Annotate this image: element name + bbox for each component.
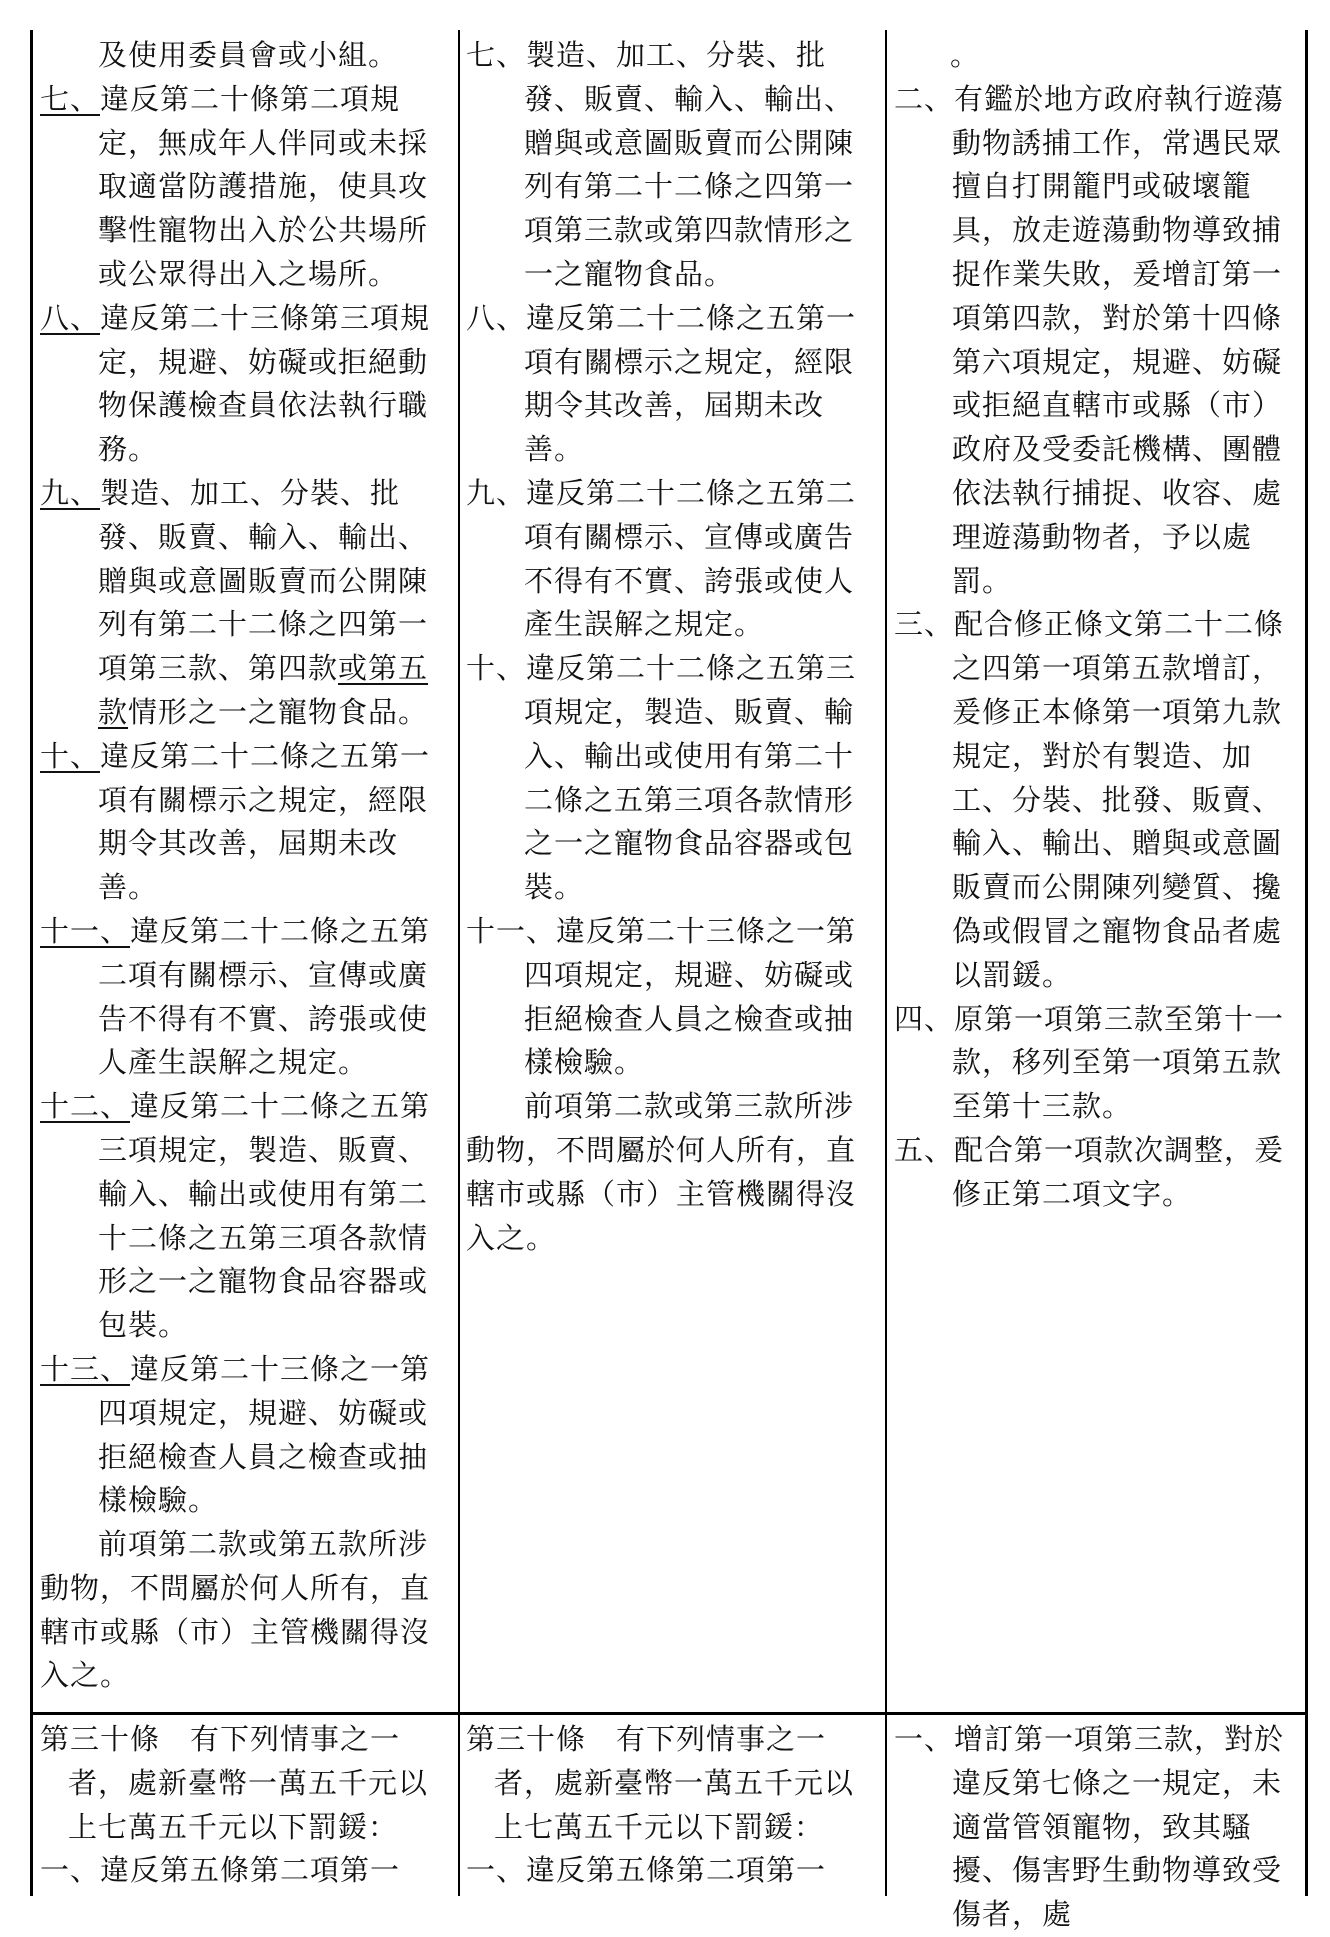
item-number: 三、 xyxy=(894,607,955,642)
item-number: 十二、 xyxy=(40,1089,131,1124)
list-item xyxy=(466,1849,878,1893)
item-number: 一、 xyxy=(466,1853,527,1888)
list-item xyxy=(40,735,450,910)
item-number: 二、 xyxy=(894,81,955,116)
list-item xyxy=(894,998,1298,1129)
upper-right-cell xyxy=(894,34,1298,1217)
upper-left-cell xyxy=(40,34,450,1698)
item-number: 十一、 xyxy=(40,913,131,948)
item-number: 十三、 xyxy=(40,1351,131,1386)
item-underlined-text: 或第五款 xyxy=(98,651,429,729)
list-item xyxy=(40,1348,450,1523)
continued-text: 。 xyxy=(950,38,981,72)
item-text: 增訂第一項第三款，對於違反第七條之一規定，未適當管領寵物，致其騷擾、傷害野生動物導致受傷者，處 xyxy=(952,1722,1285,1932)
lower-left-cell xyxy=(40,1718,450,1893)
item-text: 製造、加工、分裝、批發、販賣、輸入、輸出、贈與或意圖販賣而公開陳列有第二十二條之四第一項第三款、第四款 xyxy=(98,475,429,686)
list-item xyxy=(466,297,878,472)
list-item xyxy=(40,472,450,735)
row-divider xyxy=(30,1712,1308,1715)
item-text: 違反第二十三條之一第四項規定，規避、妨礙或拒絕檢查人員之檢查或抽樣檢驗。 xyxy=(98,1351,431,1518)
upper-middle-cell xyxy=(466,34,878,1260)
column-divider-1 xyxy=(458,30,460,1896)
item-text: 有鑑於地方政府執行遊蕩動物誘捕工作，常遇民眾擅自打開籠門或破壞籠具，放走遊蕩動物導致捕捉作業失敗，爰增訂第一項第四款，對於第十四條第六項規定，規避、妨礙或拒絕直轄市或縣（市）政府及受委託機構、團體依法執行捕捉、收容、處理遊蕩動物者，予以處罰。 xyxy=(952,81,1285,598)
article-heading: 第三十條 有下列情事之一者，處新臺幣一萬五千元以上七萬五千元以下罰鍰： xyxy=(40,1722,429,1844)
item-number: 八、 xyxy=(40,300,101,335)
item-text: 違反第二十條第二項規定，無成年人伴同或未採取適當防護措施，使具攻擊性寵物出入於公共場所或公眾得出入之場所。 xyxy=(98,81,429,291)
item-text: 違反第二十三條之一第四項規定，規避、妨礙或拒絕檢查人員之檢查或抽樣檢驗。 xyxy=(524,913,857,1080)
item-number: 五、 xyxy=(894,1132,955,1167)
item-text: 配合第一項款次調整，爰修正第二項文字。 xyxy=(952,1132,1285,1211)
list-item xyxy=(40,297,450,472)
paragraph: 前項第二款或第三款所涉動物，不問屬於何人所有，直轄市或縣（市）主管機關得沒入之。 xyxy=(466,1089,857,1255)
item-number: 十、 xyxy=(466,651,527,686)
item-text: 違反第二十二條之五第一項有關標示之規定，經限期令其改善，屆期未改善。 xyxy=(98,738,431,905)
comparison-table xyxy=(30,30,1308,1932)
table-right-border xyxy=(1305,30,1308,1896)
item-number: 七、 xyxy=(40,81,101,116)
list-item xyxy=(40,1849,450,1893)
item-number: 八、 xyxy=(466,300,527,335)
item-number: 十、 xyxy=(40,738,101,773)
column-divider-2 xyxy=(885,30,887,1896)
list-item xyxy=(894,1718,1298,1937)
item-text: 違反第二十二條之五第三項規定，製造、販賣、輸入、輸出或使用有第二十二條之五第三項各款情形之一之寵物食品容器或包裝。 xyxy=(524,651,857,905)
paragraph: 前項第二款或第五款所涉動物，不問屬於何人所有，直轄市或縣（市）主管機關得沒入之。 xyxy=(40,1527,431,1693)
lower-middle-cell xyxy=(466,1718,878,1893)
item-text: 製造、加工、分裝、批發、販賣、輸入、輸出、贈與或意圖販賣而公開陳列有第二十二條之四第一項第三款或第四款情形之一之寵物食品。 xyxy=(524,38,855,291)
list-item xyxy=(466,472,878,647)
item-text: 配合修正條文第二十二條之四第一項第五款增訂，爰修正本條第一項第九款規定，對於有製造、加工、分裝、批發、販賣、輸入、輸出、贈與或意圖販賣而公開陳列變質、攙偽或假冒之寵物食品者處以罰鍰。 xyxy=(952,607,1285,992)
article-heading: 第三十條 有下列情事之一者，處新臺幣一萬五千元以上七萬五千元以下罰鍰： xyxy=(466,1722,855,1844)
lower-right-cell xyxy=(894,1718,1298,1937)
item-text: 違反第二十二條之五第三項規定，製造、販賣、輸入、輸出或使用有第二十二條之五第三項各款情形之一之寵物食品容器或包裝。 xyxy=(98,1089,431,1343)
list-item xyxy=(894,603,1298,997)
list-item xyxy=(466,647,878,910)
list-item xyxy=(466,34,878,297)
list-item xyxy=(466,910,878,1085)
item-text: 違反第二十二條之五第一項有關標示之規定，經限期令其改善，屆期未改善。 xyxy=(524,300,857,467)
item-number: 四、 xyxy=(894,1001,955,1036)
table-left-border xyxy=(30,30,33,1896)
item-number: 一、 xyxy=(894,1722,955,1756)
item-text: 違反第五條第二項第一 xyxy=(526,1853,827,1888)
continued-text: 及使用委員會或小組。 xyxy=(98,38,399,72)
item-text: 違反第五條第二項第一 xyxy=(100,1853,401,1888)
item-number: 九、 xyxy=(40,475,101,510)
item-number: 十一、 xyxy=(466,913,557,948)
item-text: 違反第二十二條之五第二項有關標示、宣傳或廣告不得有不實、誇張或使人產生誤解之規定。 xyxy=(98,913,431,1080)
list-item xyxy=(894,78,1298,604)
item-text: 違反第二十三條第三項規定，規避、妨礙或拒絕動物保護檢查員依法執行職務。 xyxy=(98,300,431,467)
item-text-tail: 情形之一之寵物食品。 xyxy=(128,694,429,729)
list-item xyxy=(40,910,450,1085)
list-item xyxy=(40,78,450,297)
item-text: 原第一項第三款至第十一款，移列至第一項第五款至第十三款。 xyxy=(952,1001,1285,1124)
item-number: 九、 xyxy=(466,475,527,510)
item-number: 七、 xyxy=(466,38,527,72)
item-number: 一、 xyxy=(40,1853,101,1888)
item-text: 違反第二十二條之五第二項有關標示、宣傳或廣告不得有不實、誇張或使人產生誤解之規定。 xyxy=(524,475,857,642)
list-item xyxy=(40,1085,450,1348)
list-item xyxy=(894,1129,1298,1217)
